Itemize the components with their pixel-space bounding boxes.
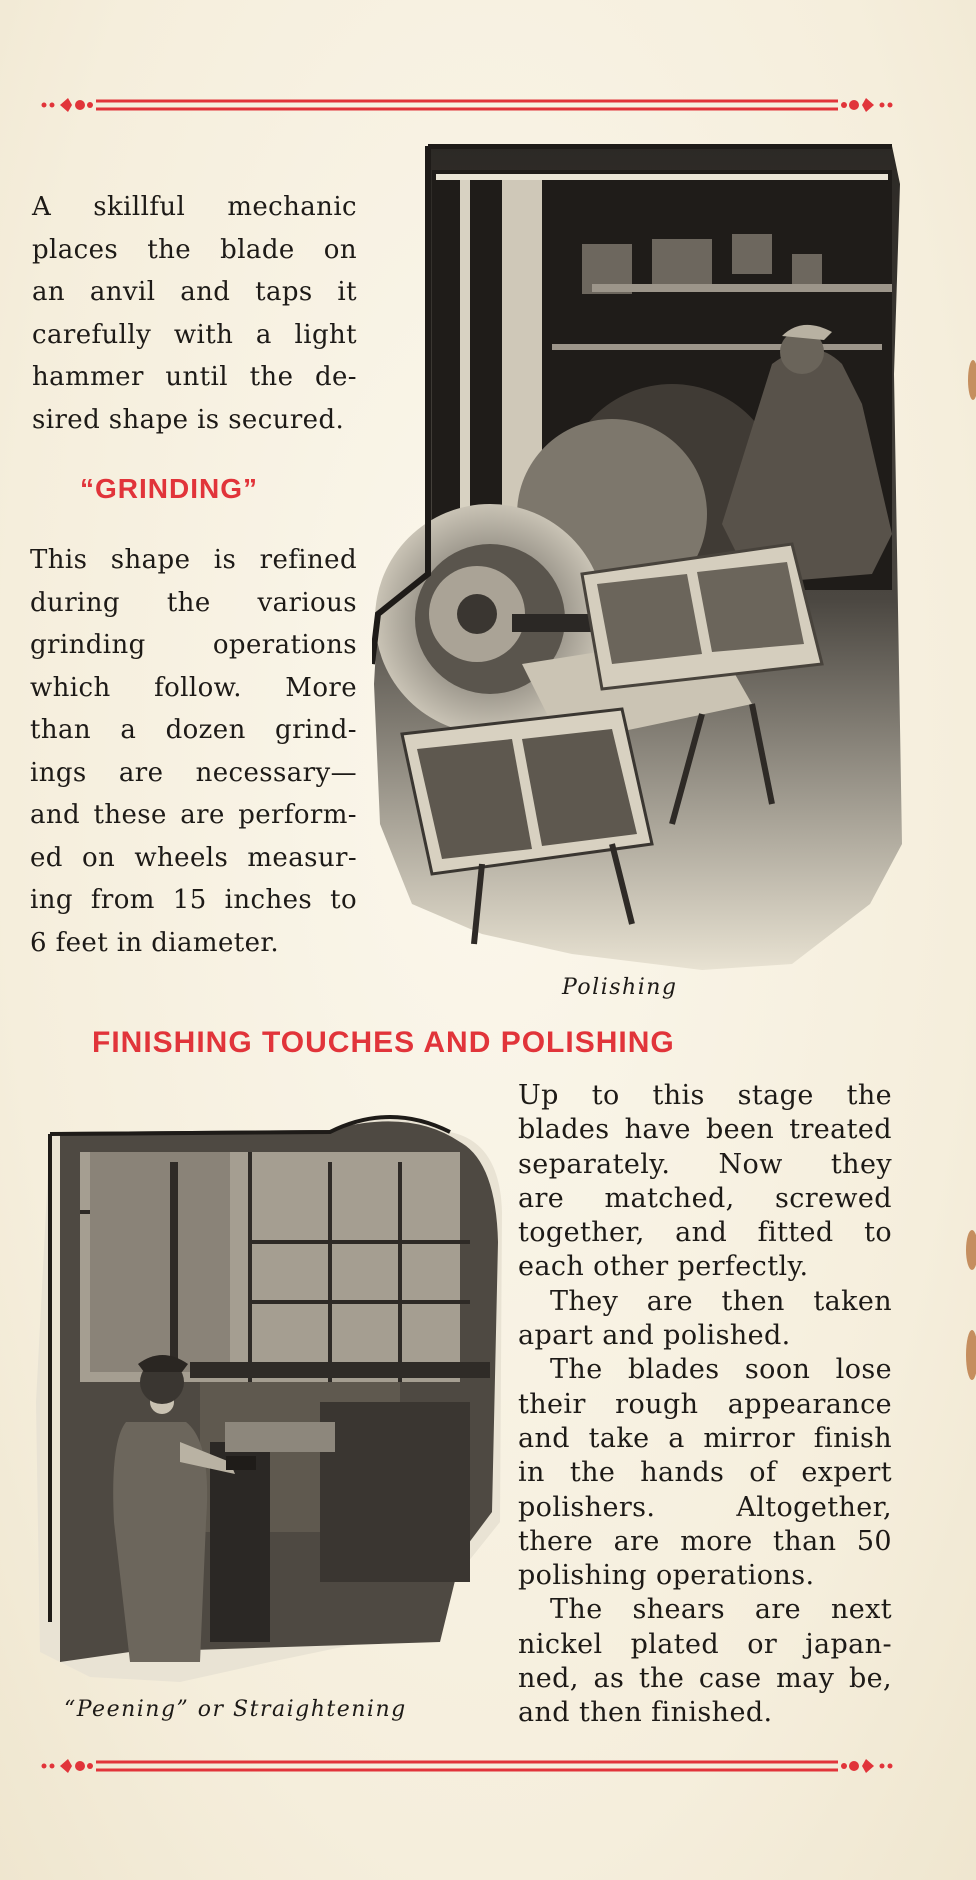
finishing-line: nickel plated or japan- xyxy=(518,1628,892,1660)
finishing-line: ned, as the case may be, xyxy=(518,1663,892,1695)
finishing-paragraph xyxy=(518,1079,892,1731)
peening-photo xyxy=(30,1102,506,1694)
finishing-line: each other perfectly. xyxy=(518,1251,809,1283)
finishing-heading: FINISHING TOUCHES AND POLISHING xyxy=(92,1026,675,1059)
edge-stain xyxy=(966,1230,976,1270)
finishing-line: They are then taken xyxy=(550,1285,892,1317)
edge-stain xyxy=(966,1330,976,1380)
grinding-line: than a dozen grind- xyxy=(30,715,357,745)
finishing-line: The blades soon lose xyxy=(550,1354,892,1386)
grinding-paragraph xyxy=(30,539,357,964)
finishing-line: and take a mirror finish xyxy=(518,1422,892,1454)
grinding-line: during the various xyxy=(30,587,357,618)
finishing-line: Up to this stage the xyxy=(518,1080,892,1111)
top-ornamental-rule xyxy=(38,95,896,117)
finishing-line: there are more than 50 xyxy=(518,1525,892,1557)
intro-line: hammer until the de- xyxy=(32,362,357,392)
finishing-line: and then finished. xyxy=(518,1697,773,1729)
intro-line: A skillful mechanic xyxy=(32,192,357,222)
grinding-line: This shape is refined xyxy=(30,545,357,575)
intro-line: places the blade on xyxy=(32,234,357,265)
grinding-line: which follow. More xyxy=(30,672,357,703)
bottom-ornamental-rule xyxy=(38,1756,896,1778)
finishing-line: together, and fitted to xyxy=(518,1217,892,1249)
finishing-line: blades have been treated xyxy=(518,1114,892,1146)
grinding-line: grinding operations xyxy=(30,630,357,660)
finishing-line: The shears are next xyxy=(550,1594,892,1626)
finishing-line: are matched, screwed xyxy=(518,1182,892,1214)
intro-line: sired shape is secured. xyxy=(32,404,345,435)
grinding-line: 6 feet in diameter. xyxy=(30,927,280,958)
grinding-line: ings are necessary— xyxy=(30,757,357,788)
intro-line: carefully with a light xyxy=(32,319,357,350)
finishing-line: their rough appearance xyxy=(518,1388,892,1420)
finishing-line: polishing operations. xyxy=(518,1560,815,1592)
intro-paragraph xyxy=(32,186,357,441)
edge-stain xyxy=(968,360,976,400)
finishing-line: apart and polished. xyxy=(518,1320,791,1352)
grinding-line: ed on wheels measur- xyxy=(30,842,357,873)
peening-caption: “Peening” or Straightening xyxy=(64,1697,407,1722)
grinding-line: and these are perform- xyxy=(30,800,357,830)
grinding-heading: “GRINDING” xyxy=(80,473,258,504)
polishing-photo xyxy=(372,144,912,974)
finishing-line: polishers. Altogether, xyxy=(518,1491,892,1523)
finishing-line: separately. Now they xyxy=(518,1148,892,1180)
grinding-line: ing from 15 inches to xyxy=(30,885,357,915)
intro-line: an anvil and taps it xyxy=(32,277,357,307)
polishing-caption: Polishing xyxy=(562,975,678,1000)
finishing-line: in the hands of expert xyxy=(518,1457,892,1489)
